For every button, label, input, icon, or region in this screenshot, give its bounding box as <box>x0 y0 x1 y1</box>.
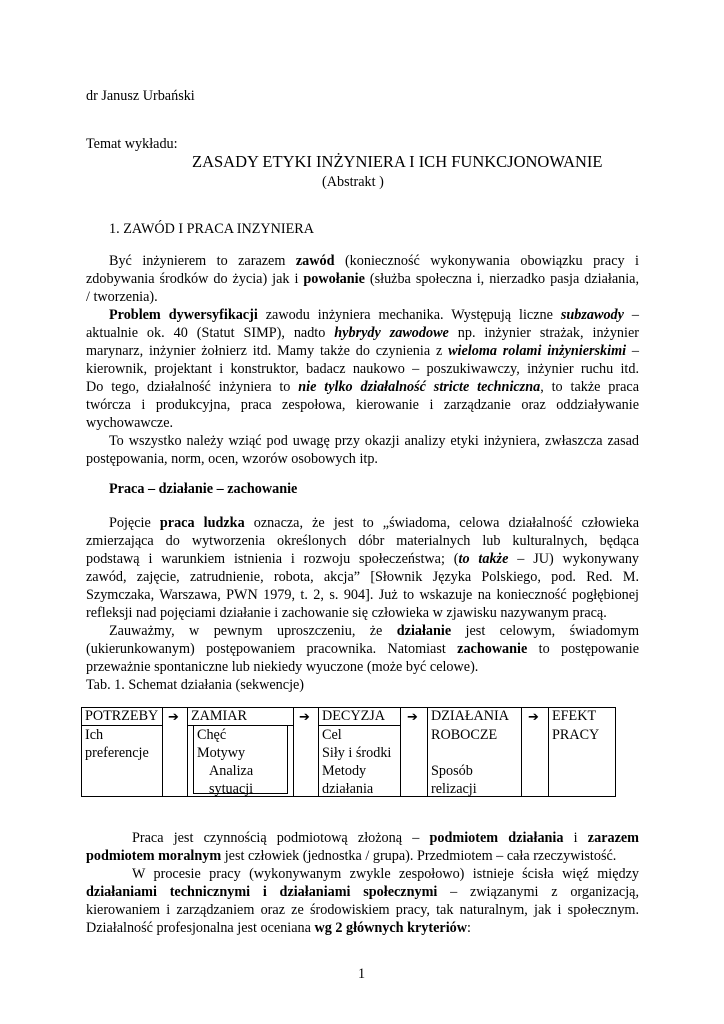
paragraph-line: aktualnie ok. 40 (Statut SIMP), nadto hybrydy zawodowe np. inżynier strażak, inżynier <box>86 325 639 341</box>
column-header: POTRZEBY <box>82 708 162 726</box>
column-header: ZAMIAR <box>188 708 293 726</box>
paragraph-line: Działalność profesjonalna jest oceniana wg 2 głównych kryteriów: <box>86 920 471 936</box>
table-column-intent <box>187 707 294 797</box>
paragraph-line: kierownik, projektant i konstruktor, badacz naukowo – poszukiwawczy, inżynier ruchu itd. <box>86 361 639 377</box>
paragraph-line: Praca jest czynnością podmiotową złożoną – podmiotem działania i zarazem <box>132 830 639 846</box>
document-title: ZASADY ETYKI INŻYNIERA I ICH FUNKCJONOWANIE <box>192 152 603 171</box>
arrow-right-icon: ➔ <box>299 710 310 725</box>
column-body: Ich preferencje <box>85 727 149 761</box>
paragraph-line: podmiotem moralnym jest człowiek (jednostka / grupa). Przedmiotem – cała rzeczywistość. <box>86 848 617 864</box>
arrow-right-icon: ➔ <box>407 710 418 725</box>
page-number: 1 <box>358 966 366 982</box>
column-body: PRACY <box>552 727 600 743</box>
column-body: Cel Siły i środki Metody działania <box>322 727 392 797</box>
paragraph-line: postępowania, norm, ocen, wzorów osobowych itp. <box>86 451 378 467</box>
author: dr Janusz Urbański <box>86 88 195 104</box>
action-schema-table <box>81 707 616 797</box>
table-column-actions <box>427 707 522 797</box>
topic-label: Temat wykładu: <box>86 136 178 152</box>
table-column-needs <box>81 707 163 797</box>
paragraph-line: Do tego, działalność inżyniera to nie tylko działalność stricte techniczna, to także praca <box>86 379 640 395</box>
paragraph-line: zdobywania środków do życia) jak i powołanie (służba społeczna i, nierzadko pasja działania, <box>86 271 639 287</box>
paragraph-line: wychowawcze. <box>86 415 174 431</box>
paragraph-line: refleksji nad pojęciami działanie i zachowanie się człowieka w zjawisku nazywanym pracą. <box>86 605 607 621</box>
paragraph-line: działaniami technicznymi i działaniami społecznymi – związanymi z organizacją, <box>86 884 639 900</box>
table-column-effect <box>548 707 616 797</box>
paragraph-line: twórcza i produkcyjna, praca zespołowa, kierowanie i zarządzanie oraz oddziaływanie <box>86 397 639 413</box>
paragraph-line: Pojęcie praca ludzka oznacza, że jest to „świadoma, celowa działalność człowieka <box>109 515 639 531</box>
section-heading: Praca – działanie – zachowanie <box>109 481 298 497</box>
column-header: DZIAŁANIA <box>431 708 510 724</box>
paragraph-line: kierowaniem i zarządzaniem oraz ze środowiskiem pracy, tak naturalnym, jak i społecznym. <box>86 902 639 918</box>
column-header: DECYZJA <box>319 708 400 726</box>
paragraph-line: (ukierunkowanym) postępowaniem pracownika. Natomiast zachowanie to postępowanie <box>86 641 639 657</box>
paragraph-line: podstawą i warunkiem istnienia i rozwoju społeczeństwa; (to także – JU) wykonywany <box>86 551 640 567</box>
column-header: EFEKT <box>552 708 597 724</box>
document-subtitle: (Abstrakt ) <box>322 174 384 190</box>
paragraph-line: marynarz, inżynier żołnierz itd. Mamy także do czynienia z wieloma rolami inżynierskimi – <box>86 343 639 359</box>
paragraph-line: / tworzenia). <box>86 289 158 305</box>
paragraph-line: Problem dywersyfikacji zawodu inżyniera mechanika. Występują liczne subzawody – <box>109 307 639 323</box>
paragraph-line: przeważnie spontaniczne lub niekiedy wyuczone (może być celowe). <box>86 659 479 675</box>
column-body: ROBOCZE Sposób relizacji <box>431 727 498 797</box>
paragraph-line: zawód, zajęcie, zatrudnienie, robota, akcja” [Słownik Języka Polskiego, pod. Red. M. <box>86 569 639 585</box>
table-caption: Tab. 1. Schemat działania (sekwencje) <box>86 677 305 693</box>
paragraph-line: W procesie pracy (wykonywanym zwykle zespołowo) istnieje ścisła więź między <box>132 866 639 882</box>
paragraph-line: Zauważmy, w pewnym uproszczeniu, że działanie jest celowym, świadomym <box>109 623 639 639</box>
paragraph-line: Być inżynierem to zarazem zawód (konieczność wykonywania obowiązku pracy i <box>109 253 639 269</box>
paragraph-line: Szymczaka, Warszawa, PWN 1979, t. 2, s. 904]. Już to wskazuje na konieczność pogłębionej <box>86 587 639 603</box>
paragraph-line: zmierzająca do wytworzenia określonych dóbr materialnych lub kulturalnych, będąca <box>86 533 639 549</box>
table-column-decision <box>318 707 401 797</box>
paragraph-line: To wszystko należy wziąć pod uwagę przy okazji analizy etyki inżyniera, zwłaszcza zasad <box>109 433 639 449</box>
arrow-right-icon: ➔ <box>528 710 539 725</box>
section-heading: 1. ZAWÓD I PRACA INZYNIERA <box>109 221 314 237</box>
arrow-right-icon: ➔ <box>168 710 179 725</box>
column-body: Chęć Motywy Analiza sytuacji <box>193 726 288 794</box>
